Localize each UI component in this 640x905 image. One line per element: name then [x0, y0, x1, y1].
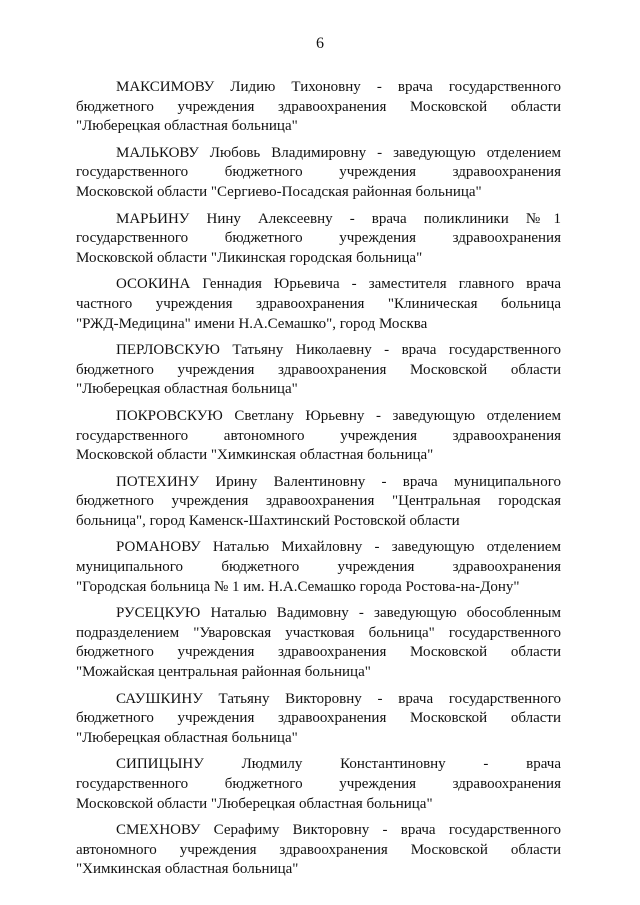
award-entry — [76, 78, 561, 137]
entry-heading-line: МАЛЬКОВУ Любовь Владимировну - заведующую отделением — [116, 144, 561, 161]
entry-text-line: "Люберецкая областная больница" — [76, 729, 298, 746]
award-entry — [76, 755, 561, 814]
award-entry — [76, 604, 561, 682]
entry-text-line: бюджетного учреждения здравоохранения "Центральная городская — [76, 493, 561, 510]
entry-heading-line: МАКСИМОВУ Лидию Тихоновну - врача государственного — [116, 79, 561, 95]
entry-text-line: "Можайская центральная районная больница" — [76, 664, 371, 681]
entry-text-line: Московской области "Люберецкая областная больница" — [76, 795, 433, 812]
award-entry — [76, 473, 561, 532]
entry-text-line: бюджетного учреждения здравоохранения Московской области — [76, 98, 561, 115]
entry-text-line: больница", город Каменск-Шахтинский Ростовской области — [76, 512, 460, 529]
entry-text-line: "РЖД-Медицина" имени Н.А.Семашко", город Москва — [76, 315, 428, 332]
entry-heading-line: ОСОКИНА Геннадия Юрьевича - заместителя главного врача — [116, 276, 561, 293]
entry-heading-line: ПОТЕХИНУ Ирину Валентиновну - врача муниципального — [116, 473, 561, 490]
entry-text-line: бюджетного учреждения здравоохранения Московской области — [76, 710, 561, 727]
award-entry — [76, 690, 561, 749]
document-body — [76, 78, 561, 887]
entry-text-line: государственного бюджетного учреждения здравоохранения — [76, 230, 561, 247]
award-entry — [76, 144, 561, 203]
award-entry — [76, 210, 561, 269]
page-number: 6 — [316, 35, 324, 52]
entry-heading-line: СИПИЦЫНУ Людмилу Константиновну - врача — [116, 756, 561, 773]
entry-text-line: частного учреждения здравоохранения "Клиническая больница — [76, 295, 561, 312]
entry-text-line: государственного автономного учреждения здравоохранения — [76, 427, 561, 444]
entry-text-line: бюджетного учреждения здравоохранения Московской области — [76, 361, 561, 378]
award-entry — [76, 538, 561, 597]
entry-heading-line: ПОКРОВСКУЮ Светлану Юрьевну - заведующую отделением — [116, 407, 561, 424]
entry-text-line: государственного бюджетного учреждения здравоохранения — [76, 776, 561, 792]
entry-text-line: подразделением "Уваровская участковая больница" государственного — [76, 624, 561, 641]
entry-text-line: "Люберецкая областная больница" — [76, 381, 298, 398]
entry-heading-line: РОМАНОВУ Наталью Михайловну - заведующую отделением — [116, 539, 561, 556]
entry-text-line: государственного бюджетного учреждения здравоохранения — [76, 164, 561, 181]
entry-heading-line: САУШКИНУ Татьяну Викторовну - врача государственного — [116, 690, 561, 707]
entry-text-line: Московской области "Сергиево-Посадская районная больница" — [76, 183, 482, 200]
award-entry — [76, 341, 561, 400]
award-entry — [76, 407, 561, 466]
award-entry — [76, 821, 561, 880]
entry-text-line: "Химкинская областная больница" — [76, 861, 299, 878]
award-entry — [76, 275, 561, 334]
entry-heading-line: СМЕХНОВУ Серафиму Викторовну - врача государственного — [116, 822, 561, 839]
entry-text-line: муниципального бюджетного учреждения здравоохранения — [76, 559, 561, 576]
entry-heading-line: МАРЬИНУ Нину Алексеевну - врача поликлиники №1 — [116, 210, 561, 227]
entry-text-line: Московской области "Ликинская городская больница" — [76, 249, 423, 266]
entry-text-line: бюджетного учреждения здравоохранения Московской области — [76, 644, 561, 661]
entry-text-line: Московской области "Химкинская областная больница" — [76, 447, 434, 464]
entry-heading-line: ПЕРЛОВСКУЮ Татьяну Николаевну - врача государственного — [116, 342, 561, 359]
entry-text-line: "Городская больница № 1 им. Н.А.Семашко города Ростова-на-Дону" — [76, 578, 520, 595]
entry-text-line: "Люберецкая областная больница" — [76, 118, 298, 135]
entry-text-line: автономного учреждения здравоохранения Московской области — [76, 841, 561, 858]
entry-heading-line: РУСЕЦКУЮ Наталью Вадимовну - заведующую обособленным — [116, 605, 561, 622]
